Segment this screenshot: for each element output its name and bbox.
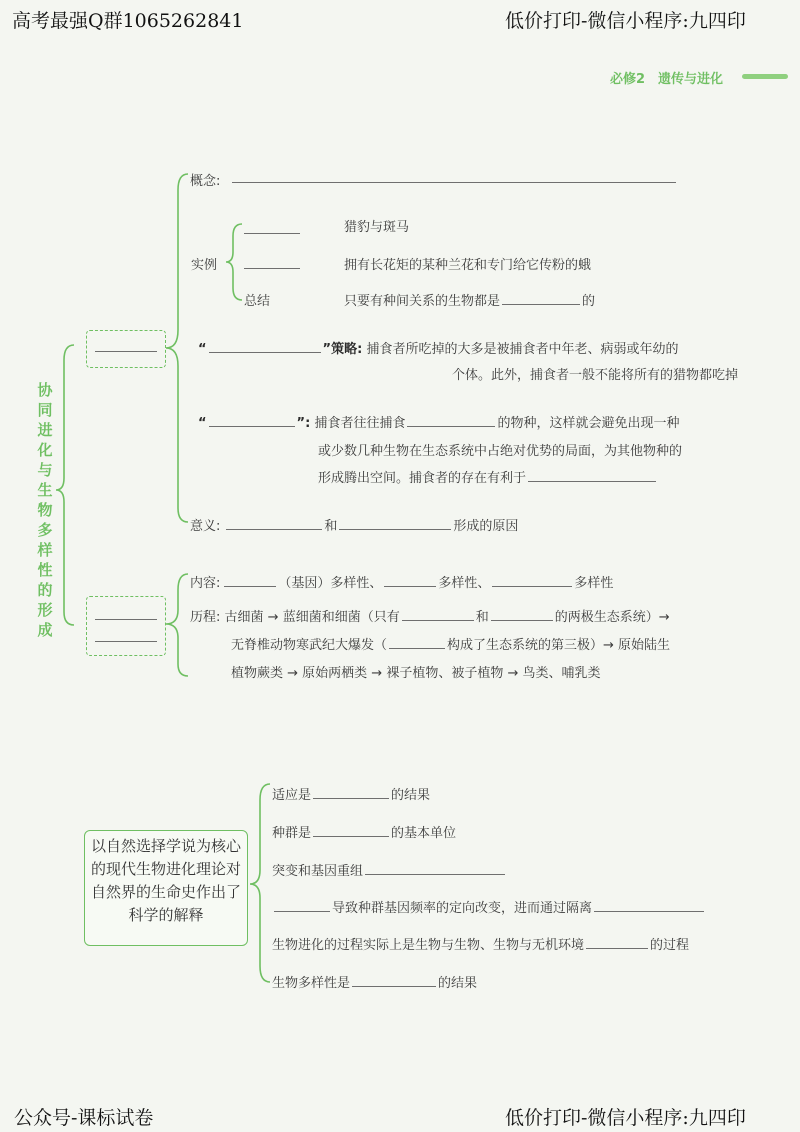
s2-blank-7 xyxy=(352,985,436,987)
strategy1-line1: “ ”策略: 捕食者所吃掉的大多是被捕食者中年老、病弱或年幼的 xyxy=(198,342,679,357)
strategy2-blank-1 xyxy=(209,425,295,427)
answer-blank xyxy=(95,641,157,642)
concept-blank xyxy=(232,182,676,183)
content-blank-1 xyxy=(224,585,276,587)
s2-blank-2 xyxy=(313,835,389,837)
strategy2-line3: 形成腾出空间。捕食者的存在有利于 xyxy=(318,467,658,486)
summary-text: 只要有种间关系的生物都是 的 xyxy=(344,294,596,309)
strategy2-blank-3 xyxy=(528,480,656,482)
history-blank-3 xyxy=(389,647,445,649)
content-row: 内容: （基因）多样性、 多样性、 多样性 xyxy=(190,576,614,591)
strategy1-line2: 个体。此外，捕食者一般不能将所有的猎物都吃掉 xyxy=(452,368,739,383)
s2-item-3: 突变和基因重组 xyxy=(272,860,507,879)
strategy2-blank-2 xyxy=(407,425,495,427)
content-blank-3 xyxy=(492,585,572,587)
example-label: 实例 xyxy=(191,258,218,273)
meaning-blank-1 xyxy=(226,528,322,530)
s2-blank-4 xyxy=(274,910,330,912)
content-blank-2 xyxy=(384,585,436,587)
s2-blank-3 xyxy=(365,873,505,875)
summary-label: 总结 xyxy=(244,294,271,309)
history-blank-2 xyxy=(491,619,553,621)
strategy2-line2: 或少数几种生物在生态系统中占绝对优势的局面，为其他物种的 xyxy=(318,444,683,459)
history-line1: 历程: 古细菌 → 蓝细菌和细菌（只有 和 的两极生态系统）→ xyxy=(190,610,670,625)
header-left: 高考最强Q群1065262841 xyxy=(12,10,244,32)
example-1: 猎豹与斑马 xyxy=(344,220,410,235)
answer-box-1 xyxy=(86,330,166,368)
answer-box-2 xyxy=(86,596,166,656)
meaning-blank-2 xyxy=(339,528,451,530)
concept-label: 概念: xyxy=(190,174,221,189)
chapter-label: 必修2 遗传与进化 xyxy=(610,72,724,87)
meaning-row: 意义: 和 形成的原因 xyxy=(190,519,519,534)
history-line3: 植物蕨类 → 原始两栖类 → 裸子植物、被子植物 → 鸟类、哺乳类 xyxy=(231,666,601,681)
strategy2-line1: “ ”: 捕食者往往捕食 的物种，这样就会避免出现一种 xyxy=(198,416,680,431)
footer-left: 公众号-课标试卷 xyxy=(14,1107,154,1129)
s2-item-6: 生物多样性是 的结果 xyxy=(272,976,478,991)
example-blank-1 xyxy=(244,233,300,234)
answer-blank xyxy=(95,619,157,620)
example-2: 拥有长花矩的某种兰花和专门给它传粉的蛾 xyxy=(344,258,592,273)
footer-right: 低价打印-微信小程序:九四印 xyxy=(505,1107,746,1129)
history-blank-1 xyxy=(402,619,474,621)
s2-blank-5 xyxy=(594,910,704,912)
s2-blank-1 xyxy=(313,797,389,799)
strategy1-blank xyxy=(209,351,321,353)
s2-item-2: 种群是 的基本单位 xyxy=(272,826,457,841)
answer-blank xyxy=(95,351,157,352)
s2-blank-6 xyxy=(586,947,648,949)
header-right: 低价打印-微信小程序:九四印 xyxy=(505,10,746,32)
summary-blank xyxy=(502,303,580,305)
s2-item-1: 适应是 的结果 xyxy=(272,788,431,803)
history-line2: 无脊椎动物寒武纪大爆发（ 构成了生态系统的第三极）→ 原始陆生 xyxy=(231,638,671,653)
example-blank-2 xyxy=(244,268,300,269)
section2-box: 以自然选择学说为核心的现代生物进化理论对自然界的生命史作出了科学的解释 xyxy=(84,830,248,946)
s2-item-5: 生物进化的过程实际上是生物与生物、生物与无机环境 的过程 xyxy=(272,938,690,953)
section1-title: 协同进化与生物多样性的形成 xyxy=(37,381,53,639)
s2-item-4: 导致种群基因频率的定向改变，进而通过隔离 xyxy=(272,897,706,916)
